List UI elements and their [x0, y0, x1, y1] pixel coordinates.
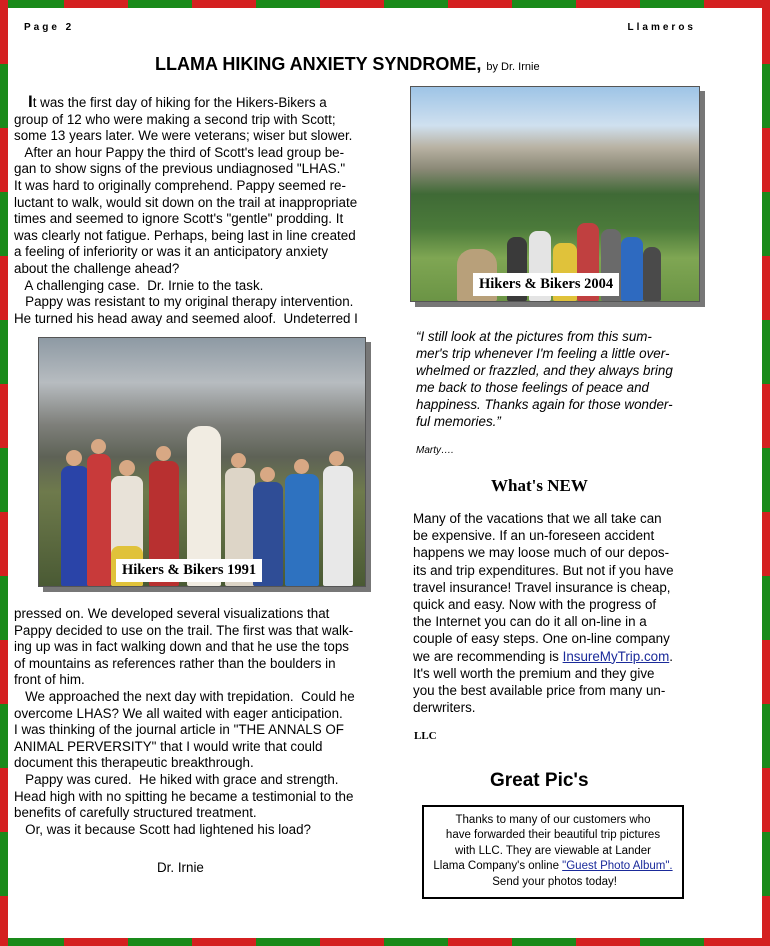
news-line: couple of easy steps. One on-line company — [413, 631, 670, 647]
quote-line: whelmed or frazzled, and they always bring — [416, 363, 673, 378]
hikers-2004-photo — [410, 86, 700, 302]
article-line: Head high with no spitting he became a testimonial to the — [14, 788, 354, 804]
testimonial-quote — [416, 328, 706, 430]
news-line: happens we may loose much of our depos- — [413, 545, 670, 561]
pics-line: have forwarded their beautiful trip pictures — [445, 829, 661, 842]
article-line: ANIMAL PERVERSITY" that I would write that could — [14, 738, 323, 754]
article-text-bottom — [14, 606, 392, 838]
article-title — [155, 54, 540, 75]
news-line: derwriters. — [413, 700, 476, 716]
article-line: of mountains as references rather than the boulders in — [14, 655, 336, 671]
drop-cap: I — [28, 92, 33, 111]
quote-line: me back to those feelings of peace and — [416, 380, 650, 395]
article-line: It was the first day of hiking for the Hikers-Bikers a — [28, 92, 327, 111]
hikers-1991-photo — [38, 337, 366, 587]
article-line: After an hour Pappy the third of Scott's lead group be- — [14, 144, 345, 160]
quote-line: happiness. Thanks again for those wonder- — [416, 397, 673, 412]
article-line: He turned his head away and seemed aloof. Undeterred I — [14, 310, 358, 326]
article-line: I was thinking of the journal article in "THE ANNALS OF — [14, 722, 344, 738]
article-line: some 13 years later. We were veterans; wiser but slower. — [14, 128, 353, 144]
pics-line: with LLC. They are viewable at Lander — [454, 844, 652, 857]
news-line: its and trip expenditures. But not if you have — [413, 562, 674, 578]
news-line: the Internet you can do it all on-line in a — [413, 614, 647, 630]
page-border-top — [0, 0, 770, 8]
news-line: It's well worth the premium and they give — [413, 665, 655, 681]
article-title-text: LLAMA HIKING ANXIETY SYNDROME, — [155, 54, 482, 74]
news-line: quick and easy. Now with the progress of — [413, 597, 657, 613]
article-signature: Dr. Irnie — [157, 860, 204, 875]
publication-name: Llameros — [627, 22, 696, 33]
article-line: Pappy was cured. He hiked with grace and strength. — [14, 771, 339, 787]
news-line: you the best available price from many un- — [413, 683, 666, 699]
news-line: travel insurance! Travel insurance is cheap, — [413, 579, 671, 595]
article-line: a feeling of inferiority or was it an anticipatory anxiety — [14, 244, 329, 260]
news-line: we are recommending is InsureMyTrip.com. — [413, 648, 673, 664]
whats-new-heading: What's NEW — [491, 476, 588, 495]
article-line: ing up was in fact walking down and that he use the tops — [14, 639, 349, 655]
guest-photo-album-link[interactable] — [562, 860, 672, 872]
whats-new-body — [413, 510, 705, 716]
great-pics-heading: Great Pic's — [490, 770, 589, 791]
article-line: We approached the next day with trepidation. Could he — [14, 688, 355, 704]
article-line: front of him. — [14, 672, 85, 688]
article-line: luctant to walk, would sit down on the trail at inappropriate — [14, 194, 358, 210]
quote-line: ful memories.” — [416, 414, 501, 429]
pics-line: Thanks to many of our customers who — [455, 814, 651, 826]
article-line: Or, was it because Scott had lightened his load? — [14, 821, 312, 837]
article-line: gan to show signs of the previous undiagnosed "LHAS." — [14, 161, 346, 177]
news-line: be expensive. If an un-foreseen accident — [413, 528, 655, 544]
article-line: about the challenge ahead? — [14, 260, 180, 276]
news-signature: LLC — [414, 730, 437, 742]
guest-photo-album-link-text[interactable]: "Guest Photo Album". — [562, 860, 673, 873]
article-line: pressed on. We developed several visualizations that — [14, 606, 330, 621]
article-line: Pappy was resistant to my original therapy intervention. — [14, 294, 354, 310]
article-line: Pappy decided to use on the trail. The first was that walk- — [14, 622, 354, 638]
article-line: group of 12 who were making a second trip with Scott; — [14, 111, 336, 127]
page-number: Page 2 — [24, 22, 75, 33]
photo-2004-caption: Hikers & Bikers 2004 — [473, 273, 619, 296]
quote-line: mer's trip whenever I'm feeling a little over- — [416, 346, 670, 361]
page-border-right — [762, 0, 770, 946]
article-byline: by Dr. Irnie — [486, 61, 540, 73]
article-line: times and seemed to ignore Scott's "gentle" prodding. It — [14, 211, 344, 227]
page-border-left — [0, 0, 8, 946]
article-line: document this therapeutic breakthrough. — [14, 755, 254, 771]
quote-line: “I still look at the pictures from this sum- — [416, 329, 652, 344]
photo-1991-caption: Hikers & Bikers 1991 — [116, 559, 262, 582]
testimonial-author: Marty…. — [416, 445, 454, 456]
page-border-bottom — [0, 938, 770, 946]
article-text-top — [14, 94, 392, 327]
article-line: overcome LHAS? We all waited with eager anticipation. — [14, 705, 343, 721]
article-line: It was hard to originally comprehend. Pappy seemed re- — [14, 177, 346, 193]
article-line: A challenging case. Dr. Irnie to the task. — [14, 277, 264, 293]
pics-line: Llama Company's online "Guest Photo Album". Send your photos today! — [433, 860, 673, 888]
great-pics-box — [422, 805, 684, 899]
news-line: Many of the vacations that we all take can — [413, 511, 662, 526]
article-line: benefits of carefully structured treatment. — [14, 805, 257, 821]
article-line: was clearly not fatigue. Perhaps, being last in line created — [14, 227, 356, 243]
insuremytrip-link[interactable]: InsureMyTrip.com — [562, 648, 670, 664]
